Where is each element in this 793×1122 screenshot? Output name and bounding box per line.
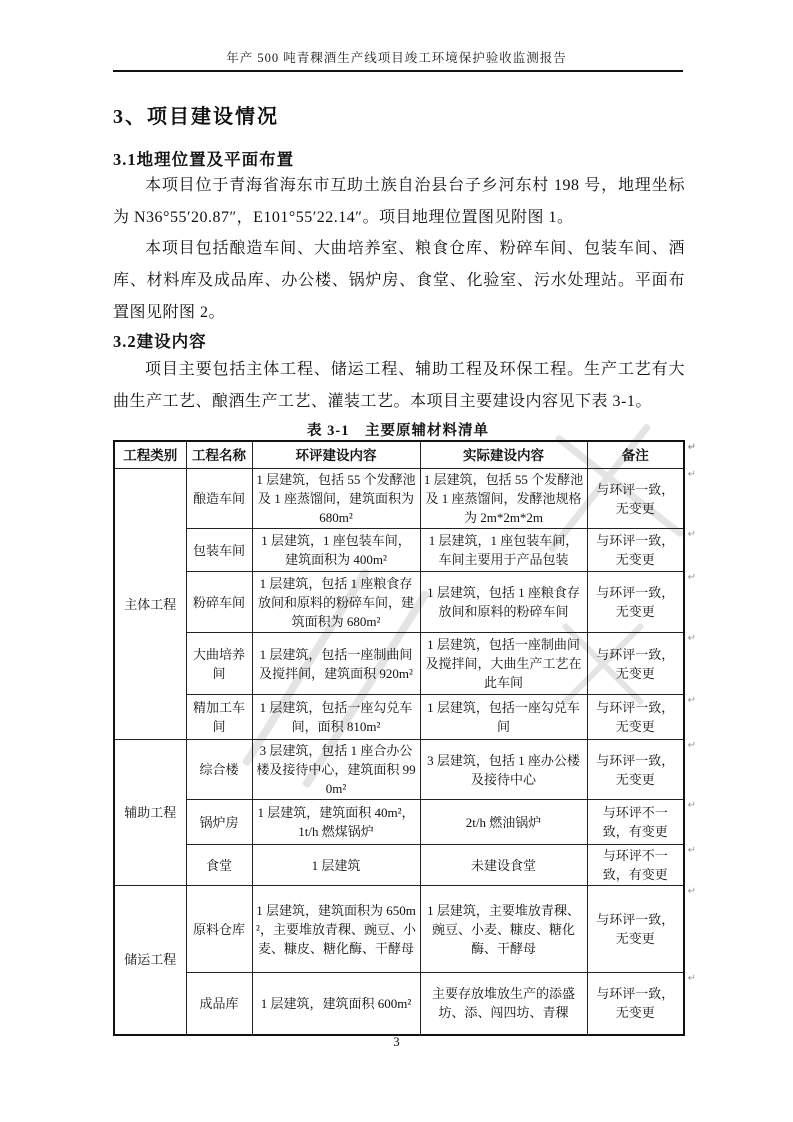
cell-project-name: 精加工车间 [186, 695, 252, 740]
cell-project-name: 大曲培养间 [186, 633, 252, 695]
paragraph-mark: ↵ [687, 633, 696, 644]
paragraph-mark: ↵ [687, 800, 696, 811]
cell-category-main: 主体工程 [114, 469, 186, 740]
construction-content-table [113, 440, 696, 1036]
table-row [114, 572, 684, 633]
cell-note [587, 800, 696, 845]
cell-category-auxiliary: 辅助工程 [114, 740, 186, 886]
paragraph-mark: ↵ [687, 529, 696, 540]
paragraph-mark: ↵ [687, 845, 696, 856]
paragraph-mark: ↵ [687, 886, 696, 897]
note-text: 与环评一致，无变更 [596, 912, 675, 946]
paragraph-location-1: 本项目位于青海省海东市互助土族自治县台子乡河东村 198 号，地理坐标为 N36°55′20.87″，E101°55′22.14″。项目地理位置图见附图 1。 [113, 177, 685, 226]
table-header-row [114, 441, 684, 469]
section-heading: 3、项目建设情况 [113, 106, 279, 128]
cell-project-name: 酿造车间 [186, 469, 252, 529]
header-rule [113, 70, 683, 72]
cell-eia-content: 1 层建筑，包括一座制曲间及搅拌间，建筑面积 920m² [252, 633, 420, 695]
col-header-eia: 环评建设内容 [252, 441, 420, 469]
subsection-heading-content: 3.2建设内容 [113, 332, 207, 351]
cell-eia-content: 1 层建筑 [252, 845, 420, 886]
cell-note [587, 469, 696, 529]
page-number: 3 [393, 1035, 400, 1049]
cell-note [587, 695, 696, 740]
cell-note [587, 845, 696, 886]
col-header-actual: 实际建设内容 [420, 441, 587, 469]
paragraph-location-2: 本项目包括酿造车间、大曲培养室、粮食仓库、粉碎车间、包装车间、酒库、材料库及成品库、办公楼、锅炉房、食堂、化验室、污水处理站。平面布置图见附图 2。 [113, 240, 685, 321]
table-row [114, 633, 684, 695]
note-text: 与环评一致，无变更 [596, 752, 675, 787]
subsection-heading-location: 3.1地理位置及平面布置 [113, 150, 295, 169]
cell-eia-content: 1 层建筑，1 座包装车间，建筑面积为 400m² [252, 529, 420, 572]
note-text: 与环评一致，无变更 [596, 481, 675, 516]
running-head-title: 年产 500 吨青稞酒生产线项目竣工环境保护验收监测报告 [226, 51, 567, 65]
cell-eia-content: 1 层建筑，包括 55 个发酵池及 1 座蒸馏间，建筑面积为 680m² [252, 469, 420, 529]
cell-eia-content: 3 层建筑，包括 1 座合办公楼及接待中心，建筑面积 990m² [252, 740, 420, 800]
paragraph-mark: ↵ [687, 740, 696, 751]
table-row [114, 469, 684, 529]
cell-category-storage: 储运工程 [114, 886, 186, 1035]
cell-actual-content: 1 层建筑，包括 55 个发酵池及 1 座蒸馏间，发酵池规格为 2m*2m*2m [420, 469, 587, 529]
cell-actual-content: 3 层建筑，包括 1 座办公楼及接待中心 [420, 740, 587, 800]
paragraph-mark: ↵ [687, 572, 696, 583]
cell-project-name: 包装车间 [186, 529, 252, 572]
cell-note [587, 572, 696, 633]
cell-actual-content: 1 层建筑，包括一座勾兑车间 [420, 695, 587, 740]
cell-project-name: 粉碎车间 [186, 572, 252, 633]
cell-eia-content: 1 层建筑，包括 1 座粮食存放间和原料的粉碎车间，建筑面积为 680m² [252, 572, 420, 633]
table-row [114, 845, 684, 886]
paragraph-mark: ↵ [687, 973, 696, 984]
table-row [114, 529, 684, 572]
col-header-category: 工程类别 [114, 441, 186, 469]
table-caption: 表 3-1 主要原辅材料清单 [307, 423, 489, 439]
note-text: 与环评不一致，有变更 [602, 848, 668, 882]
col-header-name: 工程名称 [186, 441, 252, 469]
note-text: 与环评一致，无变更 [596, 585, 675, 619]
note-text: 与环评不一致，有变更 [602, 805, 668, 839]
cell-actual-content: 主要存放堆放生产的添盛坊、添、闯四坊、青稞 [420, 973, 587, 1035]
cell-actual-content: 1 层建筑，包括一座制曲间及搅拌间，大曲生产工艺在此车间 [420, 633, 587, 695]
cell-eia-content: 1 层建筑，建筑面积 40m²，1t/h 燃煤锅炉 [252, 800, 420, 845]
table-row [114, 740, 684, 800]
cell-eia-content: 1 层建筑，包括一座勾兑车间，面积 810m² [252, 695, 420, 740]
paragraph-mark: ↵ [687, 695, 696, 706]
table-row [114, 973, 684, 1035]
cell-note [587, 973, 696, 1035]
note-text: 与环评一致，无变更 [596, 986, 675, 1021]
cell-eia-content: 1 层建筑，建筑面积为 650m²，主要堆放青稞、豌豆、小麦、糠皮、糖化酶、干酵母 [252, 886, 420, 973]
cell-actual-content: 1 层建筑，包括 1 座粮食存放间和原料的粉碎车间 [420, 572, 587, 633]
note-text: 与环评一致，无变更 [596, 646, 675, 681]
note-text: 与环评一致，无变更 [596, 700, 675, 734]
cell-note [587, 529, 696, 572]
note-text: 与环评一致，无变更 [596, 533, 675, 567]
paragraph-content: 项目主要包括主体工程、储运工程、辅助工程及环保工程。生产工艺有大曲生产工艺、酿酒生产工艺、灌装工艺。本项目主要建设内容见下表 3-1。 [113, 361, 685, 410]
cell-note [587, 740, 696, 800]
cell-project-name: 食堂 [186, 845, 252, 886]
paragraph-mark: ↵ [687, 469, 696, 480]
paragraph-mark: ↵ [687, 442, 696, 453]
cell-note [587, 886, 696, 973]
cell-project-name: 综合楼 [186, 740, 252, 800]
table-row [114, 695, 684, 740]
cell-actual-content: 未建设食堂 [420, 845, 587, 886]
cell-project-name: 成品库 [186, 973, 252, 1035]
cell-actual-content: 1 层建筑，主要堆放青稞、豌豆、小麦、糠皮、糖化酶、干酵母 [420, 886, 587, 973]
cell-actual-content: 1 层建筑，1 座包装车间，车间主要用于产品包装 [420, 529, 587, 572]
col-header-note [587, 441, 696, 469]
cell-eia-content: 1 层建筑，建筑面积 600m² [252, 973, 420, 1035]
table-row [114, 800, 684, 845]
cell-project-name: 原料仓库 [186, 886, 252, 973]
table-row [114, 886, 684, 973]
cell-project-name: 锅炉房 [186, 800, 252, 845]
col-header-note-label: 备注 [621, 447, 649, 463]
cell-actual-content: 2t/h 燃油锅炉 [420, 800, 587, 845]
cell-note [587, 633, 696, 695]
